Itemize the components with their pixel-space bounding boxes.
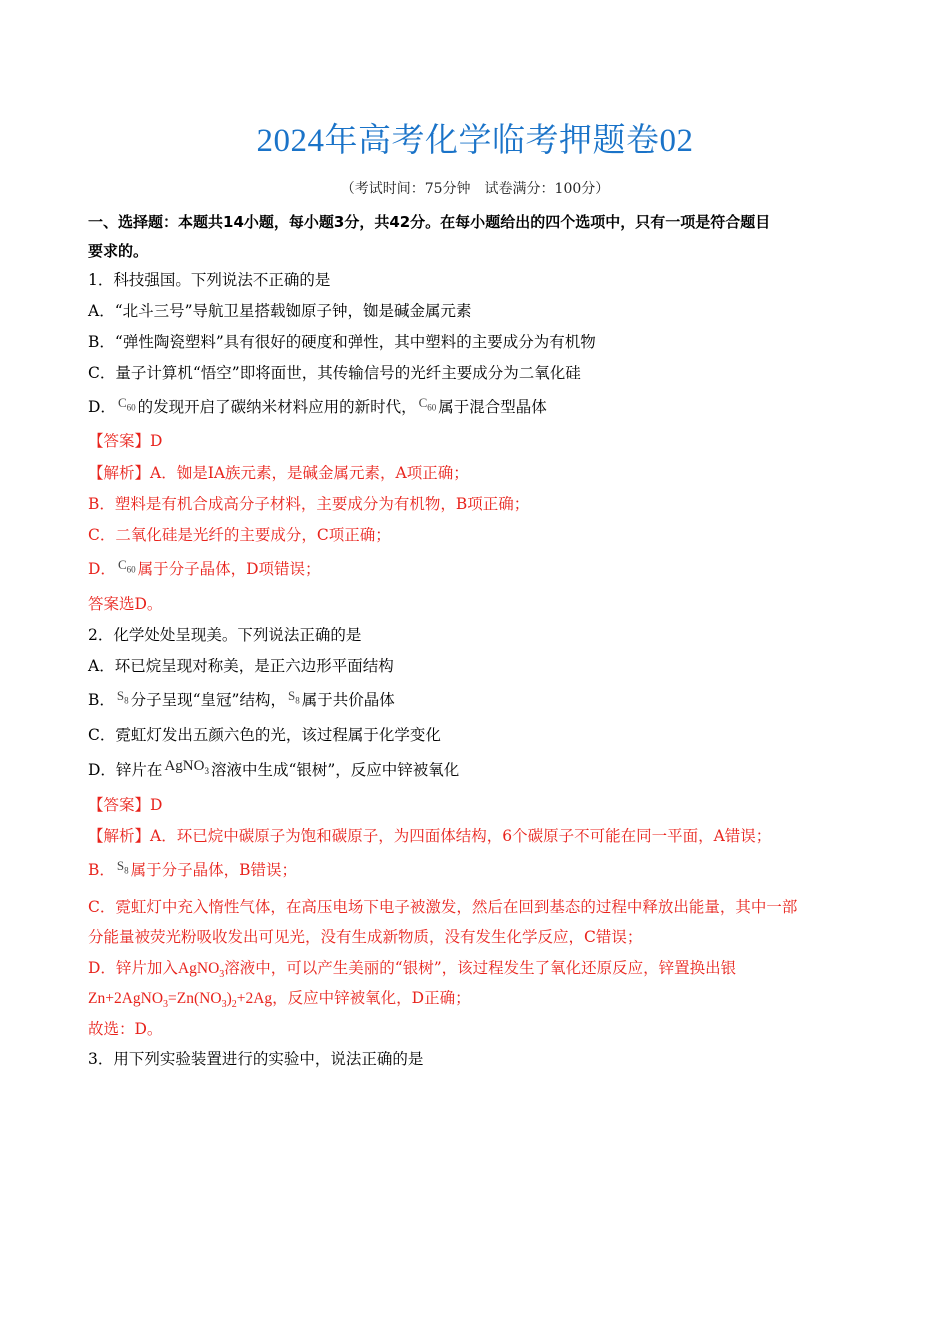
question-1-stem: 1．科技强国。下列说法不正确的是 <box>88 271 331 289</box>
s8-formula: $S_8$ <box>287 688 300 706</box>
question-1-conclusion: 答案选D。 <box>88 595 163 613</box>
question-1-analysis-c: C．二氧化硅是光纤的主要成分，C项正确； <box>88 526 391 544</box>
question-2-option-d: D．锌片在 AgNO$_3$ 溶液中生成“银树”，反应中锌被氧化 <box>88 758 460 779</box>
question-1-analysis-a: 【解析】A．铷是ⅠA族元素，是碱金属元素，A项正确； <box>88 464 469 482</box>
section-heading-cont: 要求的。 <box>88 242 149 260</box>
question-2-analysis-b: B． $S_8$ 属于分子晶体，B错误； <box>88 858 298 879</box>
question-1-answer: 【答案】D <box>88 432 163 450</box>
agno3-formula: AgNO$_3$ <box>164 758 209 776</box>
exam-info: （考试时间：75分钟 试卷满分：100分） <box>340 181 610 197</box>
question-2-analysis-a: 【解析】A．环已烷中碳原子为饱和碳原子，为四面体结构，6个碳原子不可能在同一平面，A错误； <box>88 827 772 845</box>
page-title: 2024年高考化学临考押题卷02 <box>256 123 694 159</box>
s8-formula: $S_8$ <box>116 688 129 706</box>
question-2-analysis-c: C．霓虹灯中充入惰性气体，在高压电场下电子被激发，然后在回到基态的过程中释放出能量，其中一部 <box>88 898 798 916</box>
question-1-analysis-d: D． $C_{60}$ 属于分子晶体，D项错误； <box>88 557 321 578</box>
question-1-option-d <box>88 397 858 423</box>
option-d-mid: 的发现开启了碳纳米材料应用的新时代， <box>137 398 417 416</box>
question-3-stem: 3．用下列实验装置进行的实验中，说法正确的是 <box>88 1050 424 1068</box>
reaction-equation: $Zn+2AgNO_3=Zn(NO_3)_2+2Ag$ <box>88 990 273 1011</box>
question-2-answer: 【答案】D <box>88 796 163 814</box>
option-d-suffix: 属于混合型晶体 <box>438 398 547 416</box>
question-2-stem: 2．化学处处呈现美。下列说法正确的是 <box>88 626 362 644</box>
question-2-analysis-d: D．锌片加入AgNO$_3$溶液中，可以产生美丽的“银树”，该过程发生了氧化还原反应，锌置换出银 <box>88 959 737 981</box>
c60-formula: $C_{60}$ <box>117 557 136 575</box>
question-2-option-a: A．环已烷呈现对称美，是正六边形平面结构 <box>88 657 394 675</box>
agno3-formula: AgNO$_3$ <box>177 960 225 981</box>
section-heading: 一、选择题：本题共14小题，每小题3分，共42分。在每小题给出的四个选项中，只有一项是符合题目 <box>88 213 771 231</box>
question-1-option-c: C．量子计算机“悟空”即将面世，其传输信号的光纤主要成分为二氧化硅 <box>88 364 581 382</box>
question-2-analysis-d-equation: $Zn+2AgNO_3=Zn(NO_3)_2+2Ag$，反应中锌被氧化，D正确； <box>88 989 471 1011</box>
question-2-option-c: C．霓虹灯发出五颜六色的光，该过程属于化学变化 <box>88 726 441 744</box>
s8-formula: $S_8$ <box>116 858 129 876</box>
question-2-conclusion: 故选：D。 <box>88 1020 163 1038</box>
question-2-option-b: B． $S_8$ 分子呈现“皇冠”结构， $S_8$ 属于共价晶体 <box>88 688 395 709</box>
option-d-prefix: D． <box>88 398 116 416</box>
question-1-option-a: A．“北斗三号”导航卫星搭载铷原子钟，铷是碱金属元素 <box>88 302 472 320</box>
question-1-option-b: B．“弹性陶瓷塑料”具有很好的硬度和弹性，其中塑料的主要成分为有机物 <box>88 333 596 351</box>
c60-formula: $C_{60}$ <box>117 395 136 413</box>
c60-formula: $C_{60}$ <box>418 395 437 413</box>
question-2-analysis-c-cont: 分能量被荧光粉吸收发出可见光，没有生成新物质，没有发生化学反应，C错误； <box>88 928 643 946</box>
question-1-analysis-b: B．塑料是有机合成高分子材料，主要成分为有机物，B项正确； <box>88 495 530 513</box>
